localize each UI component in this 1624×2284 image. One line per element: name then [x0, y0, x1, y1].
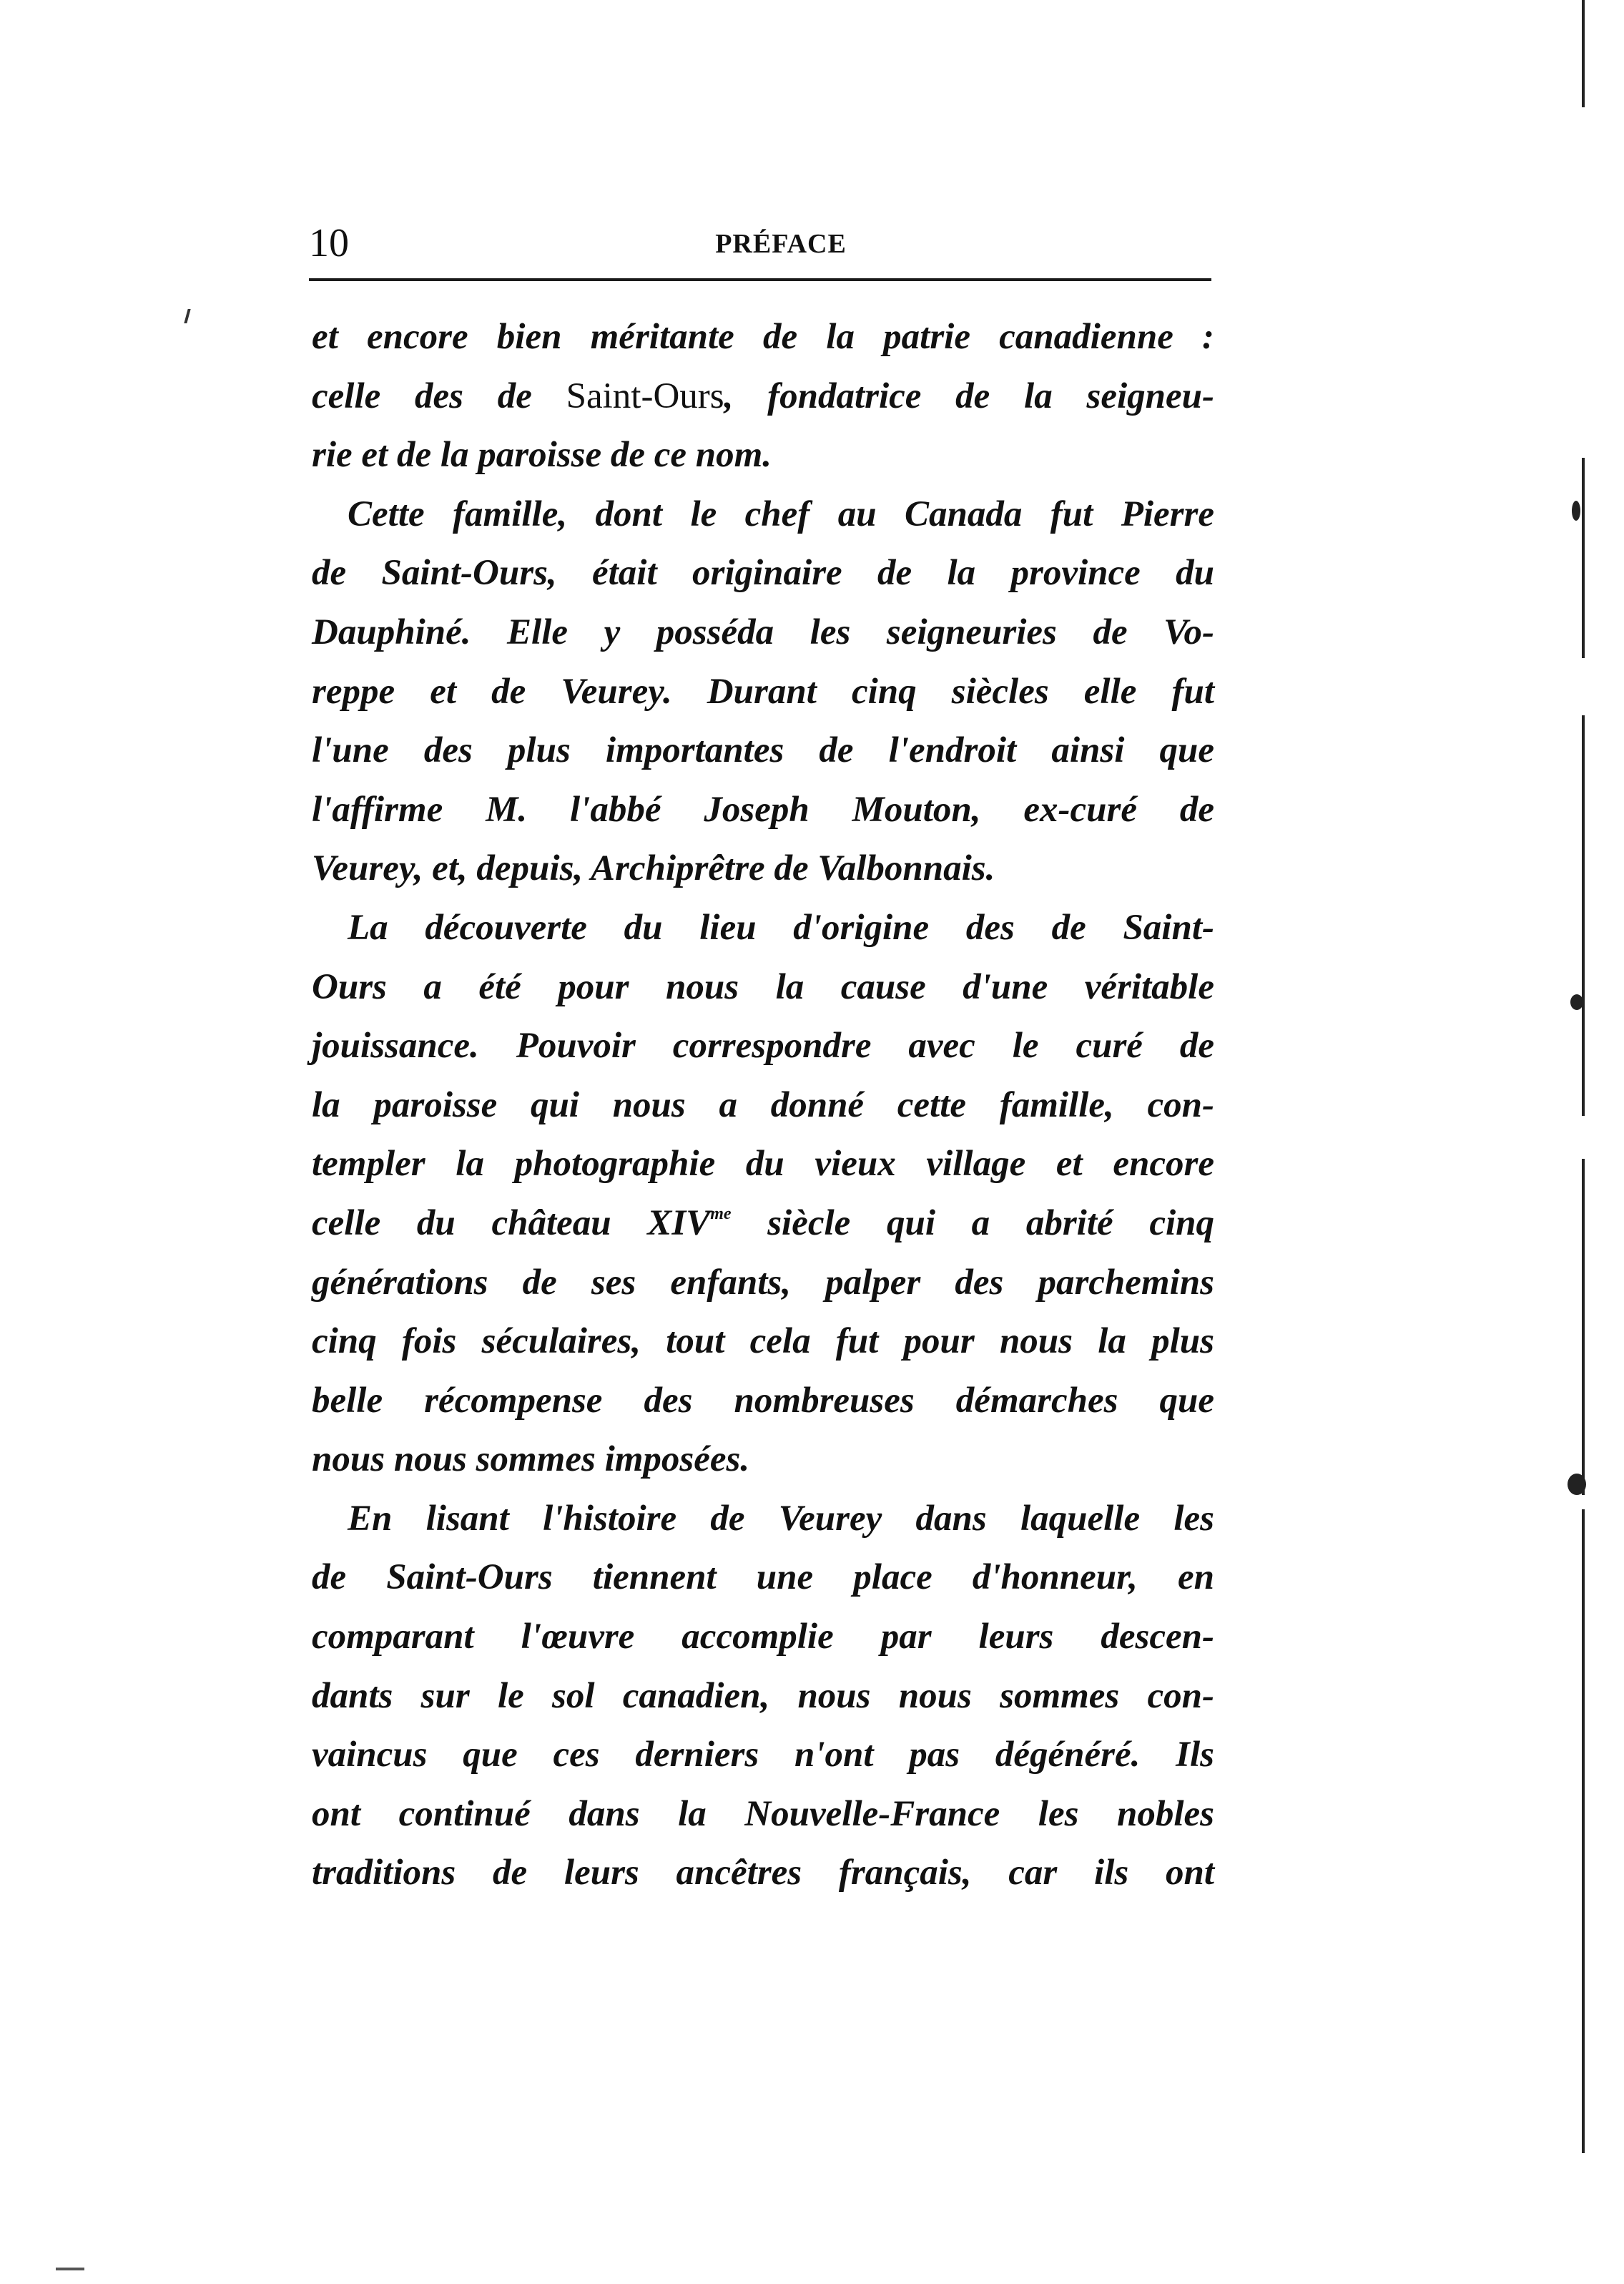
scan-edge-line	[1582, 0, 1585, 107]
scan-edge-dot	[1568, 1474, 1586, 1495]
text-line: belle récompense des nombreuses démarches que	[312, 1380, 1214, 1421]
text-line	[312, 1194, 1214, 1253]
text-segment: siècle qui a abrité cinq	[731, 1202, 1214, 1243]
text-segment: celle des de	[312, 376, 566, 416]
text-line: reppe et de Veurey. Durant cinq siècles elle fut	[312, 671, 1214, 712]
text-line: Ours a été pour nous la cause d'une véritable	[312, 966, 1214, 1007]
text-line: rie et de la paroisse de ce nom.	[312, 435, 772, 476]
text-segment: , fondatrice de la seigneu-	[724, 376, 1214, 416]
scan-corner-mark	[56, 2268, 84, 2270]
scan-edge-line	[1582, 715, 1585, 1116]
text-line: Dauphiné. Elle y posséda les seigneuries de Vo-	[312, 612, 1214, 652]
text-line: générations de ses enfants, palper des parchemins	[312, 1262, 1214, 1303]
scan-edge-dot	[1572, 501, 1580, 521]
text-line: dants sur le sol canadien, nous nous sommes con-	[312, 1675, 1214, 1716]
text-line: l'affirme M. l'abbé Joseph Mouton, ex-curé de	[312, 789, 1214, 830]
scan-edge-line	[1582, 1159, 1585, 1495]
text-line: de Saint-Ours, était originaire de la province du	[312, 553, 1214, 594]
page-number: 10	[309, 221, 349, 265]
text-line: comparant l'œuvre accomplie par leurs descen-	[312, 1617, 1214, 1657]
margin-mark	[184, 309, 190, 323]
header-rule	[309, 278, 1211, 281]
superscript: me	[710, 1204, 732, 1223]
text-line: ont continué dans la Nouvelle-France les nobles	[312, 1793, 1214, 1834]
text-line: jouissance. Pouvoir correspondre avec le curé de	[312, 1026, 1214, 1067]
text-line: la paroisse qui nous a donné cette famille, con-	[312, 1084, 1214, 1125]
text-line	[312, 367, 1214, 426]
text-line: La découverte du lieu d'origine des de Saint-	[348, 907, 1214, 948]
body-text	[312, 308, 1214, 1903]
text-line: nous nous sommes imposées.	[312, 1439, 750, 1480]
text-line: traditions de leurs ancêtres français, car ils ont	[312, 1853, 1214, 1893]
running-title: PRÉFACE	[715, 229, 847, 259]
text-line: Cette famille, dont le chef au Canada fut Pierre	[348, 494, 1214, 534]
text-line: vaincus que ces derniers n'ont pas dégénéré. Ils	[312, 1735, 1214, 1775]
text-segment: celle du château XIV	[312, 1202, 711, 1243]
scan-edge-line	[1582, 1509, 1585, 2153]
scan-edge-artifact	[1568, 0, 1596, 2284]
running-head	[309, 215, 1210, 272]
scan-edge-line	[1582, 458, 1585, 658]
text-line: templer la photographie du vieux village et encore	[312, 1144, 1214, 1185]
text-line: de Saint-Ours tiennent une place d'honneur, en	[312, 1557, 1214, 1598]
text-line: En lisant l'histoire de Veurey dans laquelle les	[348, 1498, 1214, 1539]
text-line: Veurey, et, depuis, Archiprêtre de Valbonnais.	[312, 848, 995, 889]
scan-edge-dot	[1570, 994, 1583, 1010]
roman-text: Saint-Ours	[566, 376, 724, 416]
text-line: et encore bien méritante de la patrie canadienne :	[312, 317, 1214, 357]
text-line: cinq fois séculaires, tout cela fut pour nous la plus	[312, 1321, 1214, 1362]
text-line: l'une des plus importantes de l'endroit ainsi que	[312, 730, 1214, 771]
